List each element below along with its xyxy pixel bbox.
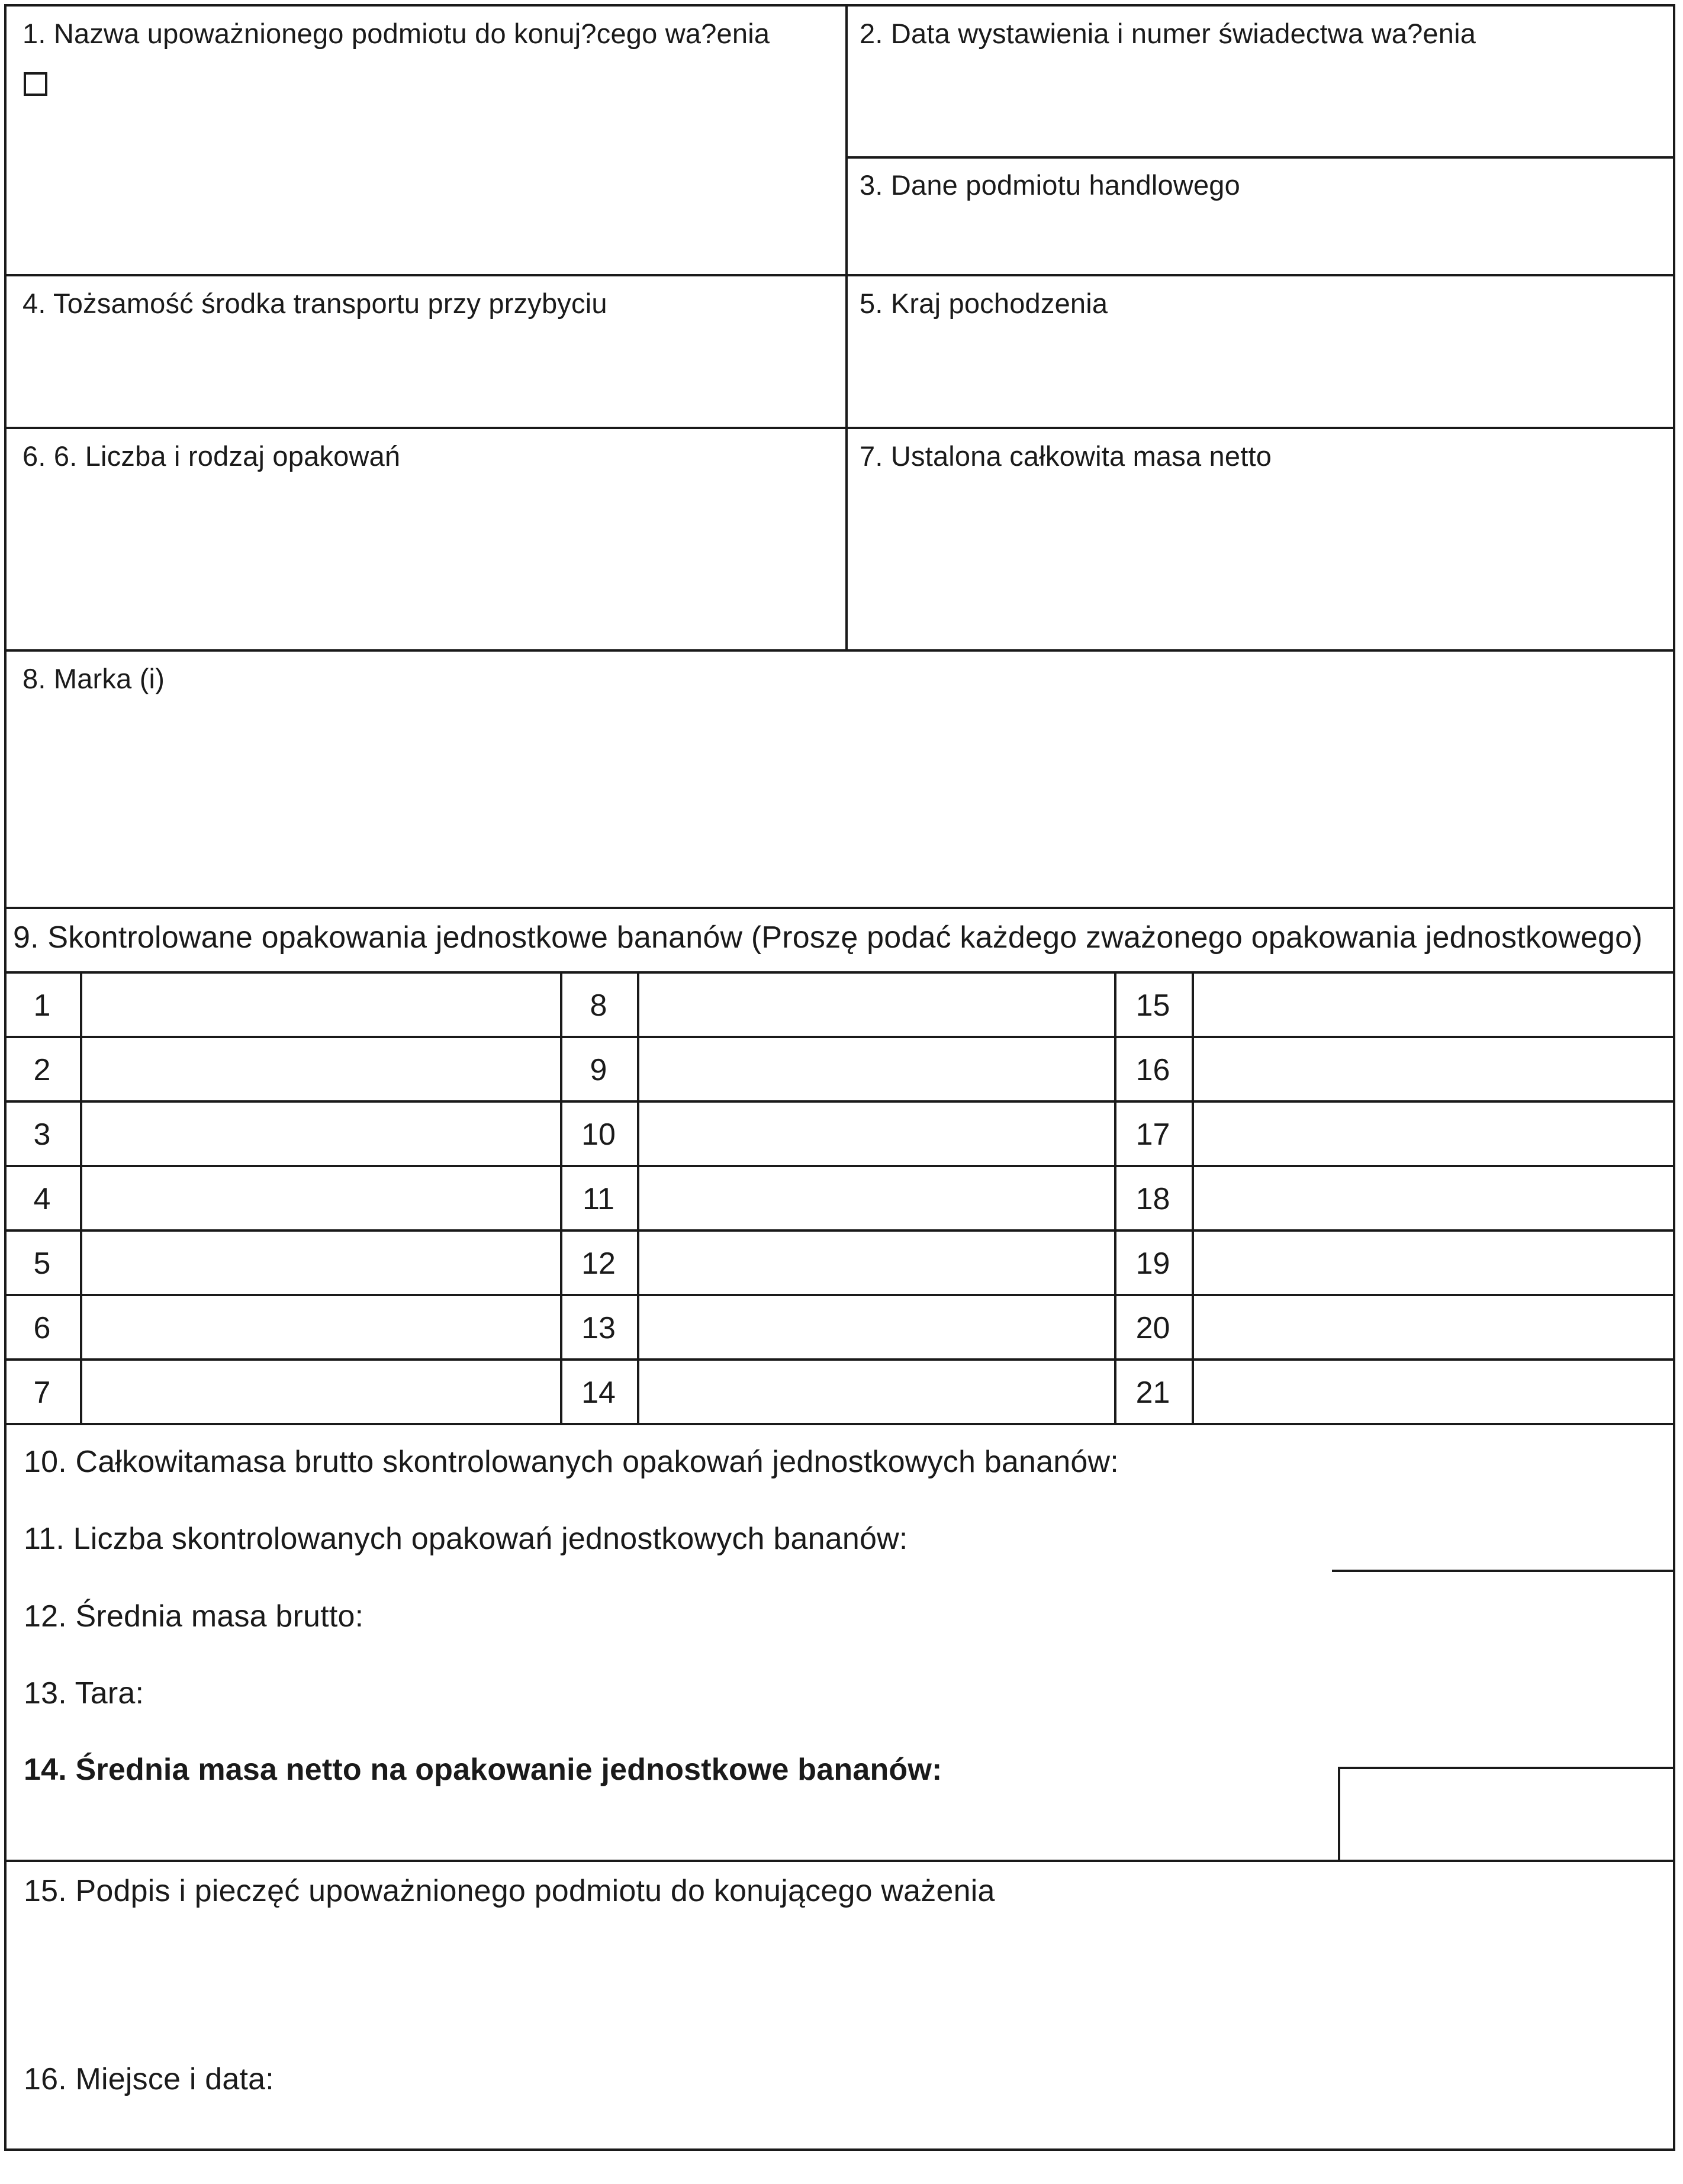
package-weight-cell[interactable] xyxy=(639,1038,1114,1100)
package-weight-cell[interactable] xyxy=(639,1296,1114,1358)
package-weight-cell[interactable] xyxy=(1194,1038,1673,1100)
package-number: 14 xyxy=(581,1376,616,1410)
field-4-label: 4. Tożsamość środka transportu przy przybyciu xyxy=(22,288,607,319)
frame-right xyxy=(1673,4,1675,2151)
package-weight-cell[interactable] xyxy=(1194,1361,1673,1423)
package-number: 6 xyxy=(33,1311,51,1345)
field-1-checkbox[interactable] xyxy=(24,72,47,96)
rule-row3 xyxy=(4,649,1675,652)
field-10-label: 10. Całkowitamasa brutto skontrolowanych opakowań jednostkowych bananów: xyxy=(24,1445,1119,1479)
package-weight-cell[interactable] xyxy=(1194,1103,1673,1165)
field-15-label: 15. Podpis i pieczęć upoważnionego podmiotu do konującego ważenia xyxy=(24,1874,995,1908)
frame-top xyxy=(4,4,1675,7)
split-top xyxy=(845,4,848,652)
field-6-label: 6. 6. Liczba i rodzaj opakowań xyxy=(22,440,401,472)
package-number: 17 xyxy=(1135,1117,1170,1152)
package-weight-cell[interactable] xyxy=(82,1038,560,1100)
package-number: 18 xyxy=(1135,1182,1170,1216)
field-3-label: 3. Dane podmiotu handlowego xyxy=(860,169,1240,201)
package-weight-cell[interactable] xyxy=(639,1103,1114,1165)
package-number: 20 xyxy=(1135,1311,1170,1345)
package-weight-cell[interactable] xyxy=(82,1103,560,1165)
package-number: 19 xyxy=(1135,1246,1170,1281)
field-11-label: 11. Liczba skontrolowanych opakowań jednostkowych bananów: xyxy=(24,1522,908,1556)
package-number: 3 xyxy=(33,1117,51,1152)
package-number: 10 xyxy=(581,1117,616,1152)
field-1-label: 1. Nazwa upoważnionego podmiotu do konuj?cego wa?enia xyxy=(22,18,770,49)
package-number: 8 xyxy=(590,988,607,1023)
package-number: 12 xyxy=(581,1246,616,1281)
package-weight-cell[interactable] xyxy=(639,1361,1114,1423)
grid-row-rule xyxy=(4,1423,1675,1425)
field-7-label: 7. Ustalona całkowita masa netto xyxy=(860,440,1272,472)
rule-2-3 xyxy=(846,156,1675,159)
package-weight-cell[interactable] xyxy=(1194,1296,1673,1358)
field-5-label: 5. Kraj pochodzenia xyxy=(860,288,1108,319)
field-2-label: 2. Data wystawienia i numer świadectwa wa?enia xyxy=(860,18,1476,49)
field-14-box-top xyxy=(1339,1767,1675,1769)
package-weight-cell[interactable] xyxy=(639,974,1114,1036)
package-number: 1 xyxy=(33,988,51,1023)
frame-bottom xyxy=(4,2148,1675,2151)
field-13-label: 13. Tara: xyxy=(24,1676,144,1711)
package-number: 5 xyxy=(33,1246,51,1281)
field-16-label: 16. Miejsce i data: xyxy=(24,2062,274,2096)
package-weight-cell[interactable] xyxy=(639,1232,1114,1294)
field-9-label: 9. Skontrolowane opakowania jednostkowe bananów (Proszę podać każdego zważonego opakowania jednostkowego) xyxy=(13,920,1643,955)
rule-summary-bottom xyxy=(4,1860,1675,1862)
package-number: 2 xyxy=(33,1053,51,1087)
field-14-box-left xyxy=(1338,1767,1340,1860)
package-number: 9 xyxy=(590,1053,607,1087)
package-weight-cell[interactable] xyxy=(82,1167,560,1229)
package-weight-cell[interactable] xyxy=(82,1361,560,1423)
rule-row2 xyxy=(4,427,1675,429)
package-weight-cell[interactable] xyxy=(82,974,560,1036)
package-number: 21 xyxy=(1135,1376,1170,1410)
package-number: 11 xyxy=(583,1182,614,1216)
package-weight-cell[interactable] xyxy=(639,1167,1114,1229)
field-8-label: 8. Marka (i) xyxy=(22,663,165,694)
package-number: 15 xyxy=(1135,988,1170,1023)
package-number: 7 xyxy=(33,1376,51,1410)
package-weight-cell[interactable] xyxy=(1194,1232,1673,1294)
package-weight-cell[interactable] xyxy=(82,1296,560,1358)
package-weight-cell[interactable] xyxy=(1194,1167,1673,1229)
package-number: 4 xyxy=(33,1182,51,1216)
field-14-label: 14. Średnia masa netto na opakowanie jednostkowe bananów: xyxy=(24,1753,942,1787)
package-weight-cell[interactable] xyxy=(1194,974,1673,1036)
field-12-label: 12. Średnia masa brutto: xyxy=(24,1599,364,1634)
package-number: 13 xyxy=(581,1311,616,1345)
field-11-underline xyxy=(1332,1570,1675,1572)
rule-row1 xyxy=(4,274,1675,276)
rule-row4 xyxy=(4,907,1675,909)
package-number: 16 xyxy=(1135,1053,1170,1087)
package-weight-cell[interactable] xyxy=(82,1232,560,1294)
